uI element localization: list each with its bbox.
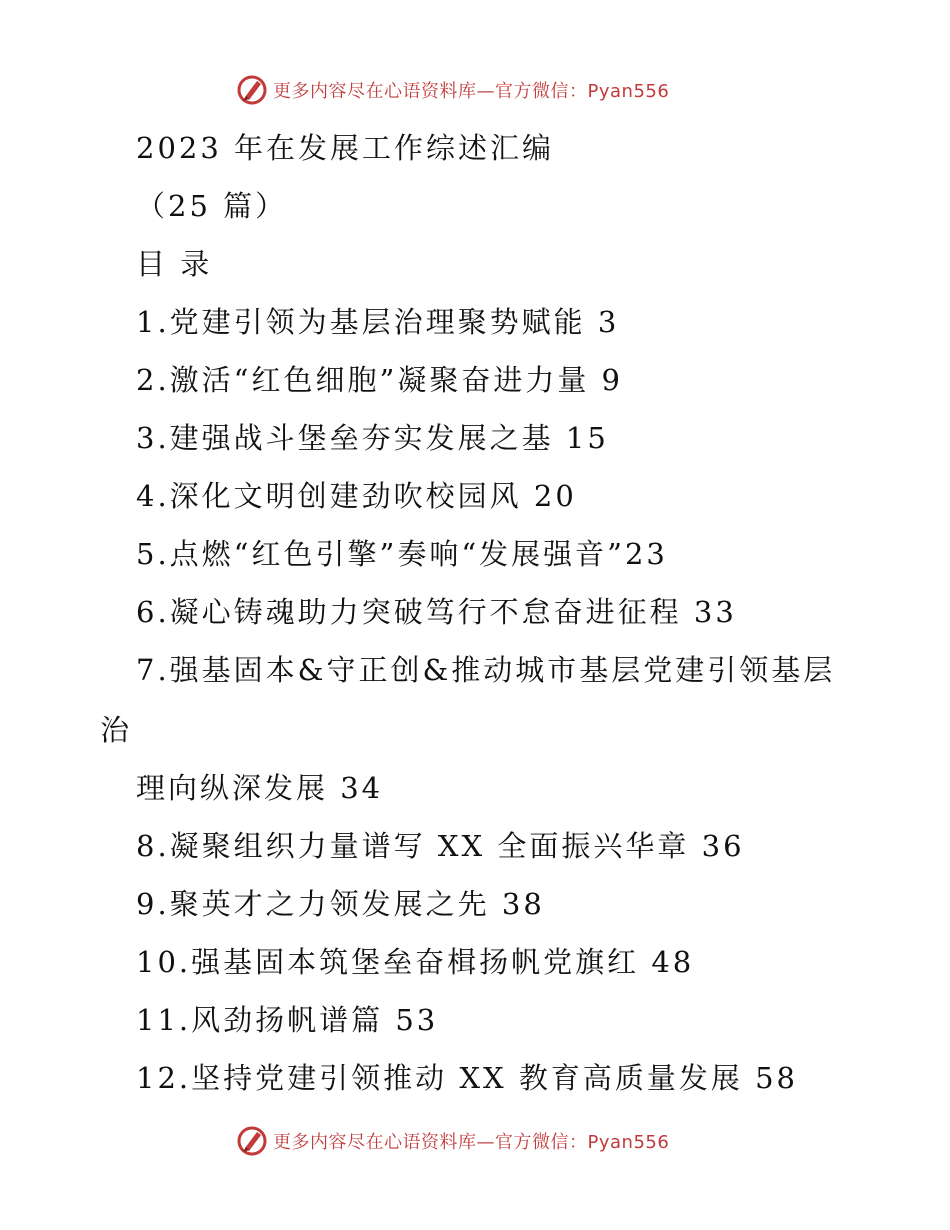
- header-watermark: [235, 72, 669, 108]
- toc-entry-wrap: 治: [100, 713, 133, 747]
- document-subtitle: （25 篇）: [136, 189, 288, 223]
- pen-logo-icon: [235, 1124, 269, 1158]
- toc-entry-continuation: 理向纵深发展 34: [136, 771, 384, 805]
- toc-entry: 9.聚英才之力领发展之先 38: [136, 887, 545, 921]
- footer-watermark: [235, 1123, 669, 1159]
- pen-logo-icon: [235, 73, 269, 107]
- toc-entry: 3.建强战斗堡垒夯实发展之基 15: [136, 421, 609, 455]
- toc-entry: 4.深化文明创建劲吹校园风 20: [136, 479, 577, 513]
- toc-entry: 6.凝心铸魂助力突破笃行不怠奋进征程 33: [136, 595, 737, 629]
- toc-entry: 12.坚持党建引领推动 XX 教育高质量发展 58: [136, 1061, 798, 1095]
- toc-entry: 2.激活“红色细胞”凝聚奋进力量 9: [136, 363, 623, 397]
- toc-entry: 5.点燃“红色引擎”奏响“发展强音”23: [136, 537, 668, 571]
- toc-entry: 8.凝聚组织力量谱写 XX 全面振兴华章 36: [136, 829, 745, 863]
- toc-entry: 1.党建引领为基层治理聚势赋能 3: [136, 305, 620, 339]
- watermark-text: 更多内容尽在心语资料库—官方微信：Pyan556: [273, 81, 670, 102]
- watermark-text: 更多内容尽在心语资料库—官方微信：Pyan556: [273, 1132, 670, 1153]
- toc-entry: 10.强基固本筑堡垒奋楫扬帆党旗红 48: [136, 945, 695, 979]
- toc-entry: 11.风劲扬帆谱篇 53: [136, 1003, 439, 1037]
- toc-entry: 7.强基固本&守正创&推动城市基层党建引领基层: [136, 653, 836, 687]
- document-title: 2023 年在发展工作综述汇编: [136, 131, 555, 165]
- toc-heading: 目 录: [136, 247, 213, 281]
